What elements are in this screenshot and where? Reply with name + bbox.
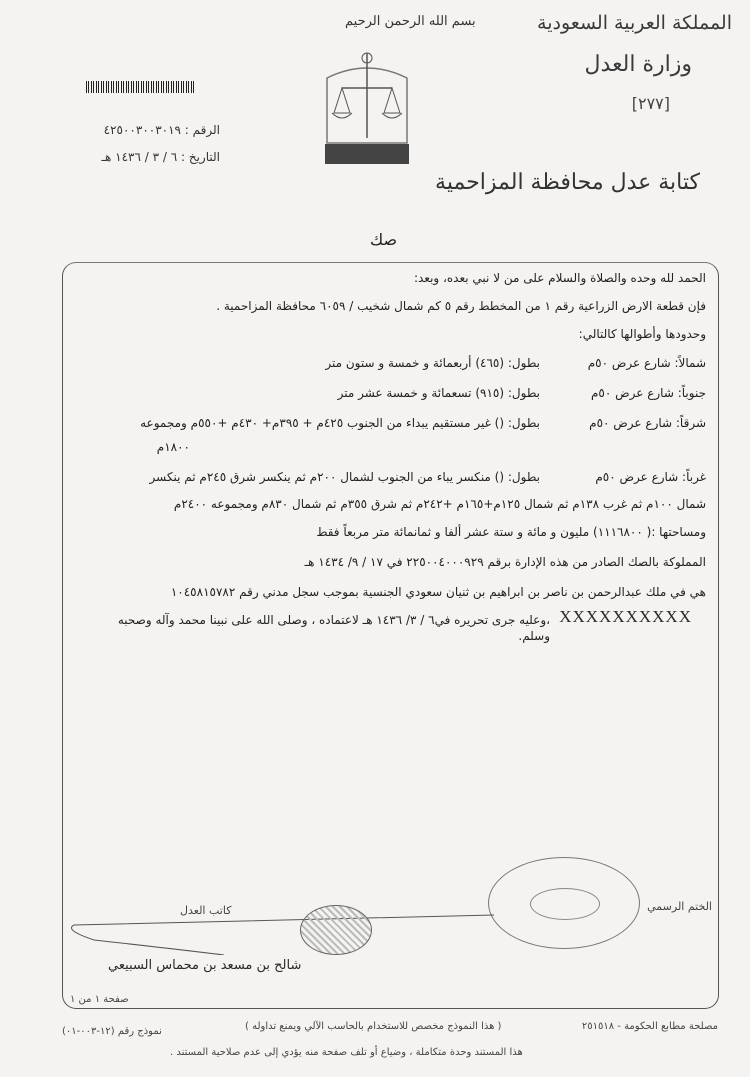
basmala: بسم الله الرحمن الرحيم	[345, 14, 476, 29]
official-stamp-label: الختم الرسمي	[647, 900, 712, 913]
closing-line: ،وعليه جرى تحريره في٦ / ٣/ ١٤٣٦ هـ لاعتماده ، وصلى الله على نبينا محمد وآله وصحبه وسلم.	[117, 613, 550, 644]
bound-side-west: غرباً: شارع عرض ٥٠م	[595, 470, 706, 484]
bound-length-north: بطول: (٤٦٥) أربعمائة و خمسة و ستون متر	[325, 356, 540, 370]
document-date: التاريخ : ٦ / ٣ / ١٤٣٦ هـ	[101, 150, 220, 164]
bound-length-west: بطول: () منكسر يباء من الجنوب لشمال ٢٠٠م ثم ينكسر شرق ٢٤٥م ثم ينكسر	[149, 470, 540, 484]
bound-side-north: شمالاً: شارع عرض ٥٠م	[587, 356, 706, 370]
signature-line-icon	[64, 895, 504, 955]
area: ومساحتها :( ١١١٦٨٠٠) مليون و مائة و ستة عشر ألفا و ثمانمائة متر مربعاً فقط	[316, 525, 706, 539]
bound-length-east: بطول: () غير مستقيم يبداء من الجنوب ٤٢٥م + ٣٩٥م+ ٤٣٠م +٥٥٠م ومجموعه	[140, 416, 540, 430]
ministry-emblem-icon	[322, 48, 412, 168]
bound-side-east: شرقاً: شارع عرض ٥٠م	[589, 416, 706, 430]
redacted-text: XXXXXXXXXX	[559, 607, 692, 626]
form-code: [٢٧٧]	[631, 94, 670, 113]
opening-line: الحمد لله وحده والصلاة والسلام على من لا نبي بعده، وبعد:	[413, 271, 706, 285]
east-total: ١٨٠٠م	[156, 440, 190, 454]
notary-name: شالح بن مسعد بن محماس السبيعي	[108, 958, 302, 973]
parcel-description: فإن قطعة الارض الزراعية رقم ١ من المخطط رقم ٥ كم شمال شخيب / ٦٠٥٩ محافظة المزاحمية .	[216, 299, 706, 313]
owner-details: هي في ملك عبدالرحمن بن ناصر بن ابراهيم بن ثنيان سعودي الجنسية بموجب سجل مدني رقم ١٠٤٥٨١٥٧٨٢	[170, 585, 706, 599]
office-heading: كتابة عدل محافظة المزاحمية	[435, 170, 700, 195]
integrity-notice: هذا المستند وحدة متكاملة ، وضياع أو تلف صفحة منه يؤدي إلى عدم صلاحية المستند .	[170, 1047, 523, 1058]
ministry-heading: وزارة العدل	[584, 52, 692, 77]
kingdom-heading: المملكة العربية السعودية	[537, 12, 732, 34]
document-number: الرقم : ٤٢٥٠٠٣٠٠٣٠١٩	[103, 123, 220, 137]
bound-length-south: بطول: (٩١٥) تسعمائة و خمسة عشر متر	[337, 386, 540, 400]
page-indicator: صفحة ١ من ١	[70, 994, 129, 1005]
form-notice: ( هذا النموذج مخصص للاستخدام بالحاسب الآلي ويمنع تداوله )	[245, 1021, 502, 1032]
deed-reference: المملوكة بالصك الصادر من هذه الإدارة برقم ٢٢٥٠٠٤٠٠٠٩٢٩ في ١٧ / ٩/ ١٤٣٤ هـ	[304, 555, 706, 569]
official-stamp-inner	[530, 888, 600, 920]
bound-side-south: جنوباً: شارع عرض ٥٠م	[590, 386, 706, 400]
form-number: نموذج رقم (١٢-٠٠٣-٠١)	[62, 1026, 162, 1037]
barcode	[86, 81, 194, 93]
document-title: صك	[370, 230, 398, 249]
notary-label: كاتب العدل	[180, 904, 232, 917]
notary-seal	[300, 905, 372, 955]
printer-info: مصلحة مطابع الحكومة - ٢٥١٥١٨	[581, 1021, 718, 1032]
bounds-intro: وحدودها وأطوالها كالتالي:	[578, 327, 706, 341]
west-continuation: شمال ١٠٠م ثم غرب ١٣٨م ثم شمال ١٢٥م+١٦٥م +٢٤٢م ثم شرق ٣٥٥م ثم شمال ٨٣٠م ومجموعه ٢٤٠٠م	[173, 497, 706, 511]
